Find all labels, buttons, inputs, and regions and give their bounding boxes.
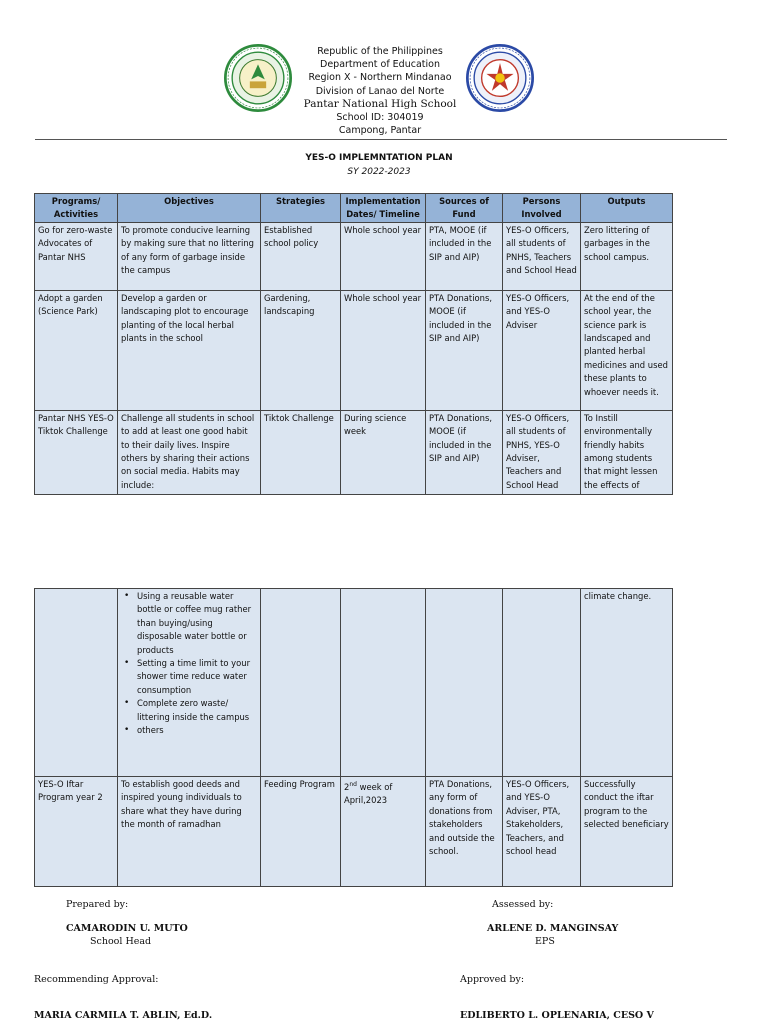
recommending-approval-name: MARIA CARMILA T. ABLIN, Ed.D. <box>34 1010 213 1021</box>
table-row <box>35 589 673 777</box>
cell-objective: To establish good deeds and inspired young individuals to share what they have during the month of ramadhan <box>118 777 261 887</box>
column-header: Sources of Fund <box>426 194 503 223</box>
cell-persons: YES-O Officers, and YES-O Adviser, PTA, Stakeholders, Teachers, and school head <box>503 777 581 887</box>
cell-output: climate change. <box>581 589 673 777</box>
document-title: YES-O IMPLEMNTATION PLAN <box>305 153 453 163</box>
column-header: Strategies <box>261 194 341 223</box>
header-line-region: Region X - Northern Mindanao <box>308 72 452 84</box>
list-item: • others <box>137 724 257 737</box>
assessed-by-name: ARLENE D. MANGINSAY <box>487 923 619 934</box>
cell-timeline: Whole school year <box>341 222 426 290</box>
implementation-plan-table-continued <box>34 588 673 887</box>
cell-program: YES-O Iftar Program year 2 <box>35 777 118 887</box>
prepared-by-title: School Head <box>90 936 152 947</box>
table-row <box>35 290 673 410</box>
school-address: Campong, Pantar <box>338 125 422 137</box>
timeline-ordinal: 2 <box>344 781 350 792</box>
cell-objective: To promote conducive learning by making sure that no littering of any form of garbage inside the campus <box>118 222 261 290</box>
column-header: Implementation Dates/ Timeline <box>341 194 426 223</box>
cell-strategy: Feeding Program <box>261 777 341 887</box>
letterhead <box>230 45 530 137</box>
column-header: Objectives <box>118 194 261 223</box>
table-row <box>35 410 673 494</box>
table-header-row <box>35 194 673 223</box>
prepared-by-label: Prepared by: <box>66 899 129 910</box>
cell-fund: PTA Donations, MOOE (if included in the SIP and AIP) <box>426 290 503 410</box>
header-line-division: Division of Lanao del Norte <box>315 85 445 97</box>
prepared-by-name: CAMARODIN U. MUTO <box>66 923 188 934</box>
column-header: Outputs <box>581 194 673 223</box>
cell-fund: PTA, MOOE (if included in the SIP and AIP) <box>426 222 503 290</box>
implementation-plan-table <box>34 193 673 495</box>
header-divider <box>35 139 727 140</box>
header-line-department: Department of Education <box>320 59 440 71</box>
cell-program: Adopt a garden (Science Park) <box>35 290 118 410</box>
list-item: • Setting a time limit to your shower time reduce water consumption <box>137 657 257 697</box>
cell-output: At the end of the school year, the science park is landscaped and planted herbal medicines and used these plants to whoever needs it. <box>581 290 673 410</box>
assessed-by-label: Assessed by: <box>492 899 554 910</box>
approved-by-name: EDLIBERTO L. OPLENARIA, CESO V <box>460 1010 654 1021</box>
cell-program: Go for zero-waste Advocates of Pantar NHS <box>35 222 118 290</box>
list-item: • Using a reusable water bottle or coffee mug rather than buying/using disposable water bottle or products <box>137 590 257 657</box>
cell-objective <box>118 589 261 777</box>
assessed-by-title: EPS <box>535 936 555 947</box>
header-line-republic: Republic of the Philippines <box>317 46 443 57</box>
cell-strategy: Tiktok Challenge <box>261 410 341 494</box>
cell-strategy: Established school policy <box>261 222 341 290</box>
list-item: • Complete zero waste/ littering inside the campus <box>137 697 257 724</box>
cell-fund: PTA Donations, any form of donations from stakeholders and outside the school. <box>426 777 503 887</box>
timeline-rest: week of April,2023 <box>344 781 393 806</box>
habits-list <box>121 590 257 737</box>
cell-strategy: Gardening, landscaping <box>261 290 341 410</box>
cell-objective: Challenge all students in school to add at least one good habit to their daily lives. Inspire others by sharing their actions on social media. Habits may include: <box>118 410 261 494</box>
cell-timeline: Whole school year <box>341 290 426 410</box>
cell-persons: YES-O Officers, all students of PNHS, Teachers and School Head <box>503 222 581 290</box>
approved-by-label: Approved by: <box>460 974 525 985</box>
school-name: Pantar National High School <box>303 97 457 110</box>
table-row <box>35 222 673 290</box>
column-header: Programs/ Activities <box>35 194 118 223</box>
cell-output: To Instill environmentally friendly habits among students that might lessen the effects of <box>581 410 673 494</box>
cell-timeline <box>341 777 426 887</box>
cell-output: Successfully conduct the iftar program to the selected beneficiary <box>581 777 673 887</box>
recommending-approval-label: Recommending Approval: <box>34 974 159 985</box>
cell-persons: YES-O Officers, all students of PNHS, YES-O Adviser, Teachers and School Head <box>503 410 581 494</box>
column-header: Persons Involved <box>503 194 581 223</box>
school-id: School ID: 304019 <box>336 112 424 124</box>
cell-persons: YES-O Officers, and YES-O Adviser <box>503 290 581 410</box>
cell-output: Zero littering of garbages in the school campus. <box>581 222 673 290</box>
cell-objective: Develop a garden or landscaping plot to encourage planting of the local herbal plants in the school <box>118 290 261 410</box>
cell-program: Pantar NHS YES-O Tiktok Challenge <box>35 410 118 494</box>
timeline-suffix: nd <box>349 781 357 788</box>
table-row <box>35 777 673 887</box>
cell-fund: PTA Donations, MOOE (if included in the SIP and AIP) <box>426 410 503 494</box>
cell-timeline: During science week <box>341 410 426 494</box>
school-year: SY 2022-2023 <box>347 167 411 177</box>
